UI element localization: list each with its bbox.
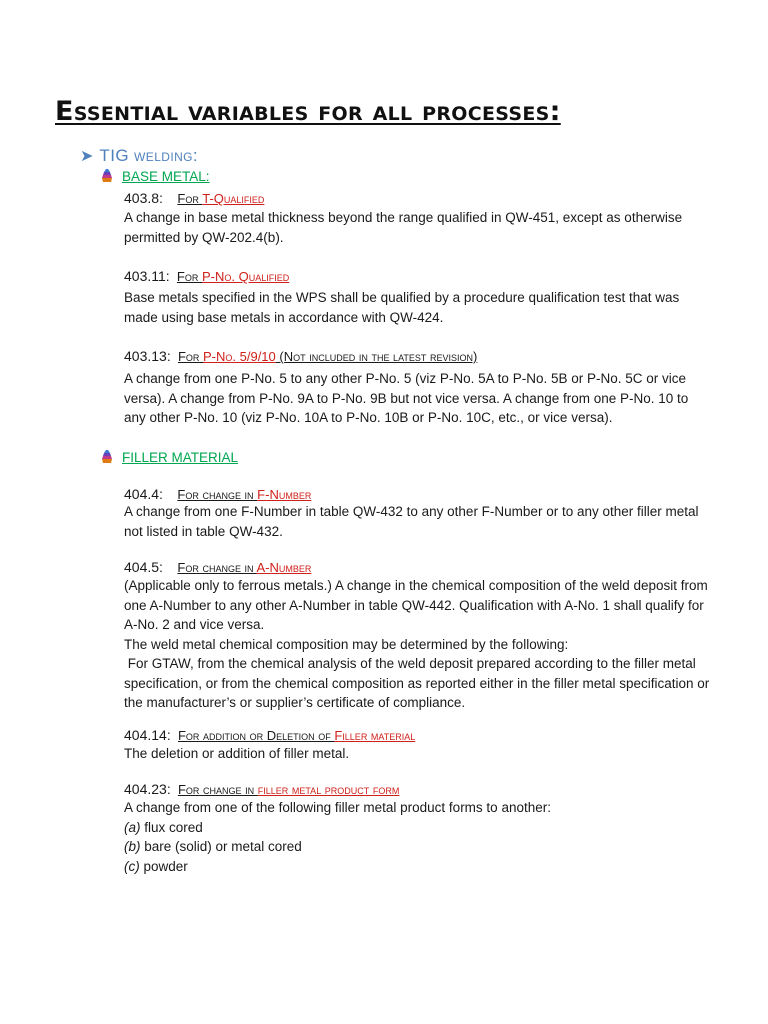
clause-body-403-13: A change from one P-No. 5 to any other P-No. 5 (viz P-No. 5A to P-No. 5B or P-No. 5C or vice versa). A change from P-No. 9A to P-No. 9B but not vice versa. A change from one P-No. 10 to any other P-No. 10 (viz P-No. 10A to P-No. 10B or P-No. 10C, etc., or vice versa).: [124, 371, 689, 425]
arrow-right-icon: ➤: [80, 148, 94, 165]
clause-highlight: Filler material: [334, 728, 416, 743]
subheading-label: FILLER MATERIAL: [122, 450, 239, 465]
clause-number: 404.4:: [124, 486, 163, 502]
colored-bullet-icon: [100, 450, 114, 464]
clause-number: 403.8:: [124, 190, 163, 206]
clause-heading-403-13: 403.13: For P-No. 5/9/10 (Not included in the latest revision): [124, 348, 478, 364]
clause-body-404-14: The deletion or addition of filler metal.: [124, 746, 350, 761]
clause-number: 403.13:: [124, 348, 171, 364]
clause-body-403-8: A change in base metal thickness beyond the range qualified in QW-451, except as otherwise permitted by QW-202.4(b).: [124, 210, 683, 245]
clause-number: 403.11:: [124, 268, 170, 284]
clause-highlight: P-No. Qualified: [201, 269, 290, 284]
clause-highlight: A-Number: [256, 560, 312, 575]
clause-heading-404-5: 404.5: For change in A-Number: [124, 559, 312, 575]
colored-bullet-icon: [100, 169, 114, 183]
subheading-label: BASE METAL:: [122, 169, 210, 184]
subheading-filler-material: [100, 450, 238, 465]
clause-body-404-4: A change from one F-Number in table QW-432 to any other F-Number or to any other filler metal not listed in table QW-432.: [124, 504, 699, 539]
clause-number: 404.14:: [124, 727, 171, 743]
clause-heading-404-14: 404.14: For addition or Deletion of Filler material: [124, 727, 416, 743]
clause-highlight: P-No. 5/9/10: [203, 349, 276, 364]
clause-body-404-5: (Applicable only to ferrous metals.) A change in the chemical composition of the weld deposit from one A-Number to any other A-Number in table QW-442. Qualification with A-No. 1 shall qualify for A-No. 2 and vice versa. The weld metal chemical composition may be determined by the following: For GTAW, from the chemical analysis of the weld deposit prepared according to the filler metal specification, or from the chemical composition as reported either in the filler metal specification or the manufacturer’s or supplier’s certificate of compliance.: [124, 578, 710, 710]
clause-heading-403-8: 403.8: For T-Qualified: [124, 190, 265, 206]
section-heading-tig-welding: [80, 146, 198, 166]
list-item: (c) powder: [124, 858, 188, 874]
clause-body-404-23: A change from one of the following filler metal product forms to another: (a) flux cored (b) bare (solid) or metal cored (c) powder: [124, 798, 551, 876]
clause-heading-403-11: 403.11: For P-No. Qualified: [124, 268, 290, 284]
section-heading-label: TIG welding:: [99, 146, 198, 165]
subheading-base-metal: [100, 169, 210, 184]
clause-highlight: F-Number: [257, 487, 312, 502]
clause-number: 404.5:: [124, 559, 163, 575]
clause-highlight: filler metal product form: [257, 782, 400, 797]
clause-body-403-11: Base metals specified in the WPS shall be qualified by a procedure qualification test that was made using base metals in accordance with QW-424.: [124, 290, 680, 325]
list-item: (a) flux cored: [124, 819, 203, 835]
page-title: Essential variables for all processes:: [55, 96, 561, 127]
list-item: (b) bare (solid) or metal cored: [124, 839, 302, 854]
clause-highlight: T-Qualified: [202, 191, 265, 206]
clause-heading-404-4: 404.4: For change in F-Number: [124, 486, 312, 502]
clause-heading-404-23: 404.23: For change in filler metal product form: [124, 781, 400, 797]
clause-number: 404.23:: [124, 781, 171, 797]
